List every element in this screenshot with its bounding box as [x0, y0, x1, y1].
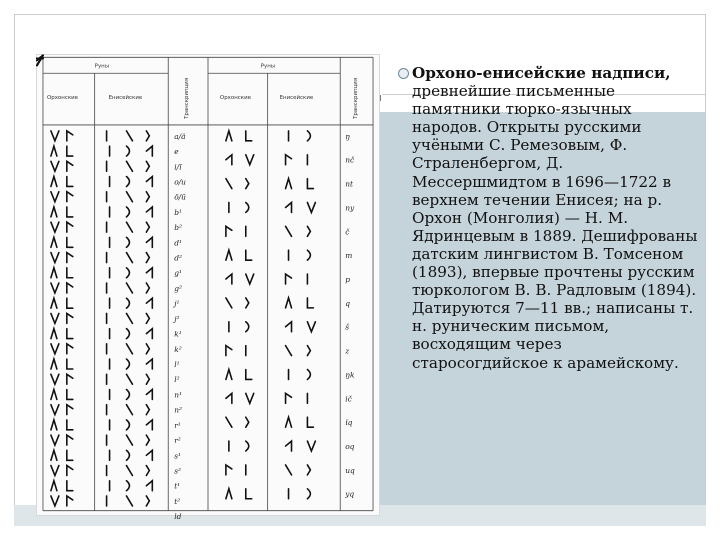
col-yenisei-2: Енисейские: [279, 95, 314, 102]
rune-glyph: [51, 374, 59, 384]
rune-glyph: [51, 253, 59, 263]
rune-glyph: [126, 389, 129, 399]
header-runes-right: Руны: [260, 63, 276, 70]
rune-glyph: [246, 250, 252, 260]
rune-glyph: [226, 489, 232, 499]
translit-left-item: t¹: [174, 481, 181, 491]
translit-left-item: s²: [174, 466, 182, 476]
translit-right-item: z: [345, 346, 350, 356]
rune-glyph: [146, 268, 152, 278]
translit-left-item: j¹: [174, 299, 180, 309]
rune-glyph: [126, 420, 129, 430]
translit-right-item: yq: [345, 489, 355, 499]
rune-glyph: [246, 441, 249, 451]
rune-glyph: [51, 344, 59, 354]
translit-right-item: ïq: [345, 418, 353, 428]
col-orkhon-2: Орхонские: [219, 95, 252, 102]
rune-glyph: [126, 481, 129, 491]
rune-glyph: [37, 55, 307, 403]
rune-glyph: [51, 268, 57, 278]
rune-glyph: [51, 359, 57, 369]
rune-glyph: [286, 322, 292, 332]
rune-glyph: [51, 481, 57, 491]
rune-glyph: [67, 177, 73, 187]
rune-glyph: [37, 55, 132, 293]
rune-glyph: [40, 55, 249, 188]
rune-glyph: [67, 268, 73, 278]
rune-glyph: [246, 131, 252, 141]
rune-glyph: [307, 370, 310, 380]
rune-glyph: [126, 146, 129, 156]
rune-glyph: [286, 298, 292, 308]
col-orkhon: Орхонские: [46, 95, 79, 102]
rune-glyph: [51, 131, 59, 141]
rune-glyph: [51, 329, 57, 339]
rune-glyph: [67, 222, 73, 232]
rune-glyph: [51, 313, 59, 323]
rune-glyph: [37, 55, 110, 445]
header-runes-left: Руны: [94, 63, 110, 70]
rune-glyph: [51, 496, 59, 506]
rune-glyph: [246, 370, 252, 380]
rune-glyph: [307, 489, 310, 499]
translit-right-item: uq: [345, 465, 355, 475]
rune-glyph: [146, 420, 152, 430]
rune-glyph: [286, 441, 292, 451]
slide-title: Орхоно-енисейские надписи,: [412, 64, 671, 82]
rune-glyph: [37, 55, 110, 201]
translit-right-item: š: [345, 322, 350, 332]
rune-glyph: [67, 298, 73, 308]
rune-glyph: [146, 237, 152, 247]
translit-left-item: b²: [174, 223, 182, 233]
rune-glyph: [37, 55, 110, 384]
rune-glyph: [37, 55, 110, 171]
rune-glyph: [51, 161, 59, 171]
translit-left-item: d¹: [174, 238, 182, 248]
translit-right-item: ŋk: [345, 370, 355, 380]
translit-column-left: [172, 132, 186, 521]
rune-glyph: [226, 131, 232, 141]
rune-glyph: [67, 359, 73, 369]
translit-right-item: č: [345, 227, 350, 237]
rune-glyph: [67, 131, 73, 141]
translit-left-item: s¹: [174, 451, 182, 461]
rune-glyph: [146, 359, 152, 369]
rune-glyph: [67, 496, 73, 506]
translit-left-item: ld: [174, 512, 182, 522]
rune-glyph: [67, 450, 73, 460]
rune-glyph: [246, 274, 254, 284]
translit-right-item: ny: [345, 203, 355, 213]
rune-glyph: [37, 55, 110, 293]
rune-glyph: [126, 237, 129, 247]
rune-glyph: [51, 207, 57, 217]
rune-glyph: [51, 177, 57, 187]
rune-glyph: [37, 55, 246, 475]
col-translit: Транскрипция: [184, 77, 191, 119]
slide-text: [412, 64, 702, 372]
translit-left-item: g²: [174, 283, 182, 293]
rune-glyph: [67, 283, 73, 293]
rune-glyph: [37, 58, 110, 186]
translit-right-item: q: [345, 298, 350, 308]
rune-glyph: [37, 55, 132, 232]
translit-left-item: k¹: [174, 329, 182, 339]
rune-glyph: [37, 58, 110, 369]
translit-right-item: nt: [345, 179, 353, 189]
rune-glyph: [126, 450, 129, 460]
rune-glyph: [67, 253, 73, 263]
col-translit-2: Транскрипция: [353, 77, 360, 119]
rune-glyph: [146, 481, 152, 491]
rune-glyph: [51, 389, 57, 399]
rune-glyph: [307, 298, 313, 308]
rune-glyph: [126, 177, 129, 187]
rune-glyph: [51, 237, 57, 247]
slide-body: древнейшие письменные памятники тюрко-язычных народов. Открыты русскими учёными С. Ремезовым, Ф. Страленбергом, Д. Мессершмидтом в 1696—1722 в верхнем течении Енисея; на р. Орхон (Монголия) — Н. М. Ядринцевым в 1889. Дешифрованы датским лингвистом В. Томсеном (1893), впервые прочтены русским тюркологом В. В. Радловым (1894). Датируются 7—11 вв.; написаны т. н. руническим письмом, восходящим через старосогдийское к арамейскому.: [412, 82, 698, 372]
rune-glyph: [51, 450, 57, 460]
rune-glyph: [67, 466, 73, 476]
rune-glyph: [37, 55, 132, 201]
rune-glyph: [37, 55, 132, 262]
rune-glyph: [307, 202, 315, 212]
rune-glyph: [226, 155, 232, 165]
rune-glyph: [146, 177, 152, 187]
rune-glyph: [67, 207, 73, 217]
rune-glyph: [246, 202, 249, 212]
rune-glyph: [226, 250, 232, 260]
rune-glyph: [286, 274, 292, 284]
rune-glyph: [67, 389, 73, 399]
translit-right-item: nč: [345, 155, 355, 165]
rune-glyph: [51, 405, 59, 415]
rune-glyph: [67, 435, 73, 445]
rune-glyph: [286, 393, 292, 403]
rune-glyph: [146, 450, 152, 460]
rune-glyph: [126, 207, 129, 217]
runic-alphabet-table: [36, 54, 380, 522]
translit-right-item: ič: [345, 394, 352, 404]
rune-glyph: [67, 313, 73, 323]
rune-glyph: [37, 58, 110, 277]
rune-glyph: [37, 58, 110, 247]
rune-glyph: [67, 329, 73, 339]
translit-right-item: ŋ: [345, 131, 350, 141]
translit-right-item: p: [345, 275, 350, 285]
rune-glyph: [51, 420, 57, 430]
rune-glyph: [246, 393, 254, 403]
rune-glyph: [67, 192, 73, 202]
translit-left-item: l²: [174, 375, 180, 385]
rune-glyph: [51, 466, 59, 476]
rune-glyph: [37, 58, 229, 212]
bullet-icon: [398, 68, 409, 79]
rune-glyph: [37, 55, 246, 236]
rune-glyph: [40, 55, 310, 355]
translit-left-item: j²: [174, 314, 180, 324]
rune-glyph: [286, 155, 292, 165]
translit-right-item: oq: [345, 442, 355, 452]
rune-glyph: [307, 131, 310, 141]
translit-left-item: r²: [174, 436, 181, 446]
rune-glyph: [286, 417, 292, 427]
rune-glyph: [37, 58, 110, 430]
rune-glyph: [37, 55, 132, 445]
rune-glyph: [37, 55, 307, 284]
rune-glyph: [307, 322, 315, 332]
rune-glyph: [51, 222, 59, 232]
rune-glyph: [146, 389, 152, 399]
translit-left-item: t²: [174, 496, 181, 506]
translit-left-item: l¹: [174, 360, 180, 370]
rune-glyph: [226, 274, 232, 284]
translit-left-item: g¹: [174, 268, 182, 278]
rune-glyph: [67, 161, 73, 171]
rune-glyph: [246, 322, 249, 332]
translit-column-right: [344, 132, 355, 499]
rune-glyph: [146, 207, 152, 217]
runic-table-svg: [37, 55, 379, 522]
rune-glyph: [126, 268, 129, 278]
translit-left-item: ö/ü: [174, 192, 186, 202]
rune-glyph: [67, 405, 73, 415]
rune-glyph: [37, 55, 110, 414]
rune-glyph: [37, 55, 110, 475]
rune-glyph: [126, 329, 129, 339]
rune-glyph: [37, 55, 132, 414]
rune-glyph: [286, 202, 292, 212]
rune-glyph: [286, 179, 292, 189]
translit-left-item: b¹: [174, 207, 182, 217]
rune-glyph: [37, 55, 292, 236]
rune-glyph: [67, 146, 73, 156]
translit-left-item: i/ï: [174, 162, 182, 172]
translit-left-item: k²: [174, 344, 182, 354]
rune-glyph: [37, 55, 110, 232]
rune-glyph: [67, 344, 73, 354]
rune-glyph: [67, 237, 73, 247]
rune-glyph: [146, 329, 152, 339]
rune-glyph: [37, 58, 289, 498]
rune-glyph: [226, 346, 232, 356]
rune-glyph: [146, 146, 152, 156]
translit-left-item: n²: [174, 405, 182, 415]
rune-glyph: [307, 250, 310, 260]
col-yenisei: Енисейские: [108, 95, 143, 102]
rune-glyph: [51, 283, 59, 293]
rune-glyph: [37, 58, 289, 260]
rune-glyph: [246, 155, 254, 165]
rune-glyph: [67, 374, 73, 384]
rune-glyph: [40, 55, 249, 308]
rune-glyph: [37, 55, 292, 475]
translit-left-item: n¹: [174, 390, 182, 400]
rune-glyph: [307, 441, 315, 451]
rune-glyph: [146, 298, 152, 308]
rune-glyph: [126, 359, 129, 369]
rune-glyph: [37, 55, 132, 475]
translit-left-item: a/ä: [174, 131, 186, 141]
rune-glyph: [37, 58, 289, 379]
rune-glyph: [37, 55, 307, 164]
rune-glyph: [226, 226, 232, 236]
rune-glyph: [51, 192, 59, 202]
rune-glyph: [126, 298, 129, 308]
rune-glyph: [307, 417, 313, 427]
rune-glyph: [226, 370, 232, 380]
translit-left-item: o/u: [174, 177, 186, 187]
rune-glyph: [37, 58, 229, 451]
rune-glyph: [307, 179, 313, 189]
rune-glyph: [37, 55, 110, 262]
translit-right-item: m: [345, 251, 353, 261]
translit-left-item: r¹: [174, 420, 181, 430]
rune-glyph: [226, 393, 232, 403]
rune-glyph: [51, 146, 57, 156]
rune-glyph: [37, 58, 110, 217]
translit-left-item: e: [174, 147, 179, 157]
rune-glyph: [37, 58, 110, 490]
rune-glyph: [226, 465, 232, 475]
rune-glyph: [67, 420, 73, 430]
rune-glyph: [67, 481, 73, 491]
rune-glyph: [51, 435, 59, 445]
translit-left-item: d²: [174, 253, 182, 263]
rune-glyph: [51, 298, 57, 308]
rune-glyph: [40, 55, 249, 427]
rune-glyph: [246, 489, 252, 499]
rune-glyph: [37, 55, 132, 506]
